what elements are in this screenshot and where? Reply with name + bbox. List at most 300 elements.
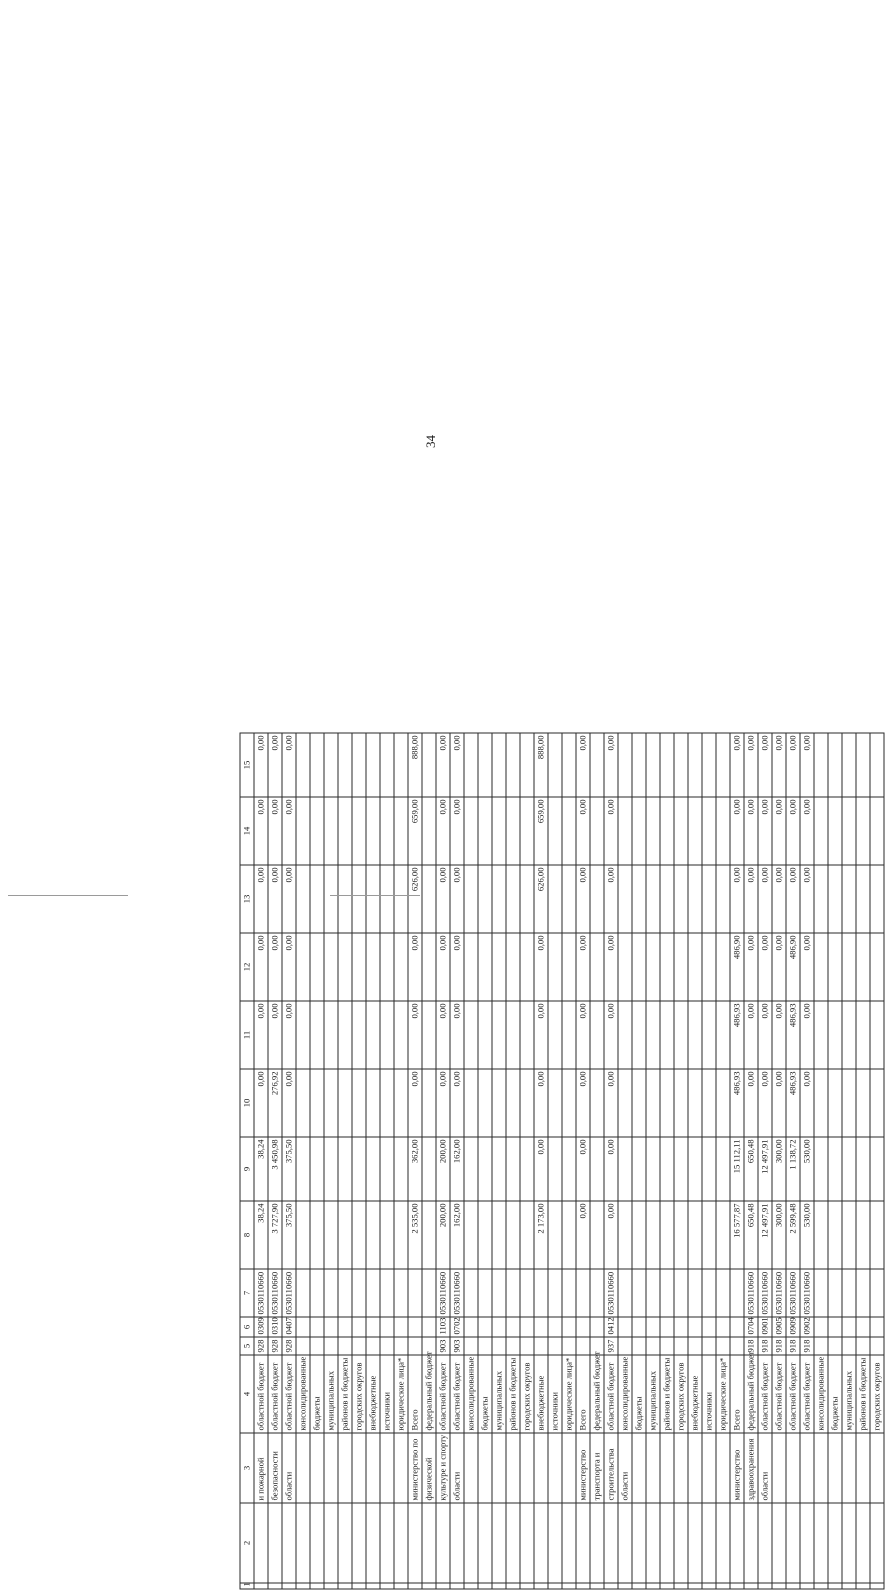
table-cell bbox=[324, 1503, 338, 1583]
table-cell bbox=[534, 1317, 548, 1337]
table-cell bbox=[660, 1069, 674, 1137]
table-cell: 0,00 bbox=[800, 797, 814, 865]
table-cell: 0,00 bbox=[450, 797, 464, 865]
table-cell: 0,00 bbox=[800, 865, 814, 933]
table-row bbox=[758, 733, 772, 1589]
table-row bbox=[814, 733, 828, 1589]
table-cell bbox=[590, 1583, 604, 1589]
table-cell bbox=[380, 1583, 394, 1589]
table-cell bbox=[842, 865, 856, 933]
table-cell bbox=[464, 1001, 478, 1069]
table-row bbox=[408, 733, 422, 1589]
table-cell: здравоохранения bbox=[744, 1433, 758, 1503]
table-cell bbox=[660, 1583, 674, 1589]
table-cell bbox=[800, 1583, 814, 1589]
column-number: 15 bbox=[240, 733, 254, 797]
table-cell: 200,00 bbox=[436, 1201, 450, 1269]
table-cell bbox=[814, 797, 828, 865]
table-cell bbox=[842, 933, 856, 1001]
table-cell: и пожарной bbox=[254, 1433, 268, 1503]
table-row bbox=[688, 733, 702, 1589]
table-cell: 0,00 bbox=[282, 933, 296, 1001]
table-cell bbox=[352, 1001, 366, 1069]
table-cell: 0,00 bbox=[436, 1001, 450, 1069]
table-cell: физической bbox=[422, 1433, 436, 1503]
table-cell bbox=[618, 1001, 632, 1069]
table-cell bbox=[422, 865, 436, 933]
table-cell bbox=[646, 1337, 660, 1355]
table-row bbox=[674, 733, 688, 1589]
table-cell: безопасности bbox=[268, 1433, 282, 1503]
table-cell bbox=[814, 1337, 828, 1355]
table-cell bbox=[310, 1001, 324, 1069]
table-cell bbox=[380, 1201, 394, 1269]
table-cell bbox=[716, 1337, 730, 1355]
table-cell bbox=[674, 865, 688, 933]
table-cell bbox=[366, 1583, 380, 1589]
table-cell: муниципальных bbox=[324, 1355, 338, 1433]
table-row bbox=[632, 733, 646, 1589]
table-cell bbox=[618, 1137, 632, 1201]
table-cell bbox=[674, 1583, 688, 1589]
table-cell: областной бюджет bbox=[758, 1355, 772, 1433]
table-cell: федеральный бюджет bbox=[744, 1355, 758, 1433]
table-cell bbox=[688, 1433, 702, 1503]
table-cell bbox=[660, 933, 674, 1001]
table-cell bbox=[492, 865, 506, 933]
table-cell bbox=[618, 1503, 632, 1583]
table-cell bbox=[520, 733, 534, 797]
table-cell: областной бюджет bbox=[800, 1355, 814, 1433]
table-cell bbox=[646, 1503, 660, 1583]
table-cell bbox=[534, 1583, 548, 1589]
table-cell bbox=[394, 865, 408, 933]
table-cell bbox=[366, 865, 380, 933]
table-cell: 0,00 bbox=[744, 1001, 758, 1069]
table-cell bbox=[534, 1269, 548, 1317]
table-cell: 918 bbox=[786, 1337, 800, 1355]
table-cell bbox=[282, 1583, 296, 1589]
table-cell bbox=[688, 933, 702, 1001]
table-cell bbox=[716, 1201, 730, 1269]
table-cell: 162,00 bbox=[450, 1201, 464, 1269]
table-cell: 0,00 bbox=[744, 797, 758, 865]
table-cell bbox=[492, 1269, 506, 1317]
table-cell: 0,00 bbox=[604, 797, 618, 865]
column-number-row bbox=[240, 733, 254, 1589]
table-cell: 0,00 bbox=[786, 797, 800, 865]
table-cell: 12 497,91 bbox=[758, 1201, 772, 1269]
column-number: 11 bbox=[240, 1001, 254, 1069]
table-cell bbox=[856, 1337, 870, 1355]
column-number: 14 bbox=[240, 797, 254, 865]
table-cell: областной бюджет bbox=[604, 1355, 618, 1433]
table-cell: 0,00 bbox=[254, 1069, 268, 1137]
table-cell bbox=[632, 865, 646, 933]
table-cell bbox=[562, 1137, 576, 1201]
table-cell: 0,00 bbox=[576, 797, 590, 865]
table-cell bbox=[856, 1317, 870, 1337]
table-cell: 0,00 bbox=[758, 933, 772, 1001]
table-cell bbox=[632, 1069, 646, 1137]
table-cell bbox=[828, 933, 842, 1001]
table-cell: источники bbox=[380, 1355, 394, 1433]
table-cell: 0,00 bbox=[744, 865, 758, 933]
table-cell bbox=[702, 865, 716, 933]
table-cell bbox=[562, 1433, 576, 1503]
table-cell bbox=[506, 1337, 520, 1355]
table-cell bbox=[338, 797, 352, 865]
table-cell bbox=[338, 1317, 352, 1337]
table-cell: 0,00 bbox=[408, 933, 422, 1001]
table-cell: министерство по bbox=[408, 1433, 422, 1503]
table-cell: 486,93 bbox=[730, 1001, 744, 1069]
table-row bbox=[842, 733, 856, 1589]
table-cell bbox=[422, 933, 436, 1001]
table-cell: 0,00 bbox=[604, 1001, 618, 1069]
table-row bbox=[730, 733, 744, 1589]
table-cell bbox=[674, 1317, 688, 1337]
table-cell bbox=[674, 1069, 688, 1137]
table-cell bbox=[828, 733, 842, 797]
table-cell: 888,00 bbox=[534, 733, 548, 797]
table-cell bbox=[870, 933, 884, 1001]
table-cell: 0,00 bbox=[772, 933, 786, 1001]
table-row bbox=[828, 733, 842, 1589]
table-cell bbox=[548, 1337, 562, 1355]
table-cell: 0412 bbox=[604, 1317, 618, 1337]
table-row bbox=[450, 733, 464, 1589]
table-cell bbox=[436, 1503, 450, 1583]
table-cell bbox=[688, 733, 702, 797]
table-cell bbox=[548, 865, 562, 933]
table-cell bbox=[688, 1317, 702, 1337]
table-cell bbox=[646, 1583, 660, 1589]
table-cell: городских округов bbox=[520, 1355, 534, 1433]
table-cell bbox=[380, 1069, 394, 1137]
table-cell bbox=[646, 1201, 660, 1269]
table-cell: 0407 bbox=[282, 1317, 296, 1337]
table-cell bbox=[870, 733, 884, 797]
table-cell bbox=[870, 1503, 884, 1583]
table-row bbox=[366, 733, 380, 1589]
table-cell: 0,00 bbox=[268, 733, 282, 797]
table-cell bbox=[464, 1269, 478, 1317]
table-cell: 0,00 bbox=[772, 1001, 786, 1069]
table-cell bbox=[324, 797, 338, 865]
table-cell: 0,00 bbox=[786, 865, 800, 933]
table-cell bbox=[702, 1583, 716, 1589]
table-cell bbox=[632, 1337, 646, 1355]
table-row bbox=[520, 733, 534, 1589]
table-cell bbox=[702, 1433, 716, 1503]
table-cell: 918 bbox=[800, 1337, 814, 1355]
table-cell bbox=[618, 1201, 632, 1269]
table-cell: строительства bbox=[604, 1433, 618, 1503]
table-cell bbox=[464, 1137, 478, 1201]
table-cell bbox=[842, 1137, 856, 1201]
table-cell: районов и бюджеты bbox=[338, 1355, 352, 1433]
table-cell bbox=[576, 1317, 590, 1337]
table-cell bbox=[548, 1503, 562, 1583]
table-cell bbox=[520, 1433, 534, 1503]
table-cell bbox=[674, 1001, 688, 1069]
table-cell bbox=[422, 1201, 436, 1269]
table-cell bbox=[618, 865, 632, 933]
table-cell bbox=[366, 1069, 380, 1137]
table-cell bbox=[394, 797, 408, 865]
table-cell bbox=[590, 797, 604, 865]
table-cell bbox=[590, 1317, 604, 1337]
table-cell bbox=[646, 733, 660, 797]
table-cell bbox=[562, 865, 576, 933]
table-cell bbox=[520, 1317, 534, 1337]
table-cell bbox=[520, 1137, 534, 1201]
table-cell bbox=[688, 1201, 702, 1269]
table-cell: 903 bbox=[450, 1337, 464, 1355]
table-cell bbox=[548, 1433, 562, 1503]
column-number: 13 bbox=[240, 865, 254, 933]
table-cell bbox=[702, 1201, 716, 1269]
table-cell: 0530110660 bbox=[800, 1269, 814, 1317]
table-row bbox=[338, 733, 352, 1589]
table-cell: 0909 bbox=[786, 1317, 800, 1337]
table-cell bbox=[422, 797, 436, 865]
table-row bbox=[716, 733, 730, 1589]
table-row bbox=[394, 733, 408, 1589]
table-cell bbox=[702, 1269, 716, 1317]
column-number: 1 bbox=[240, 1583, 254, 1589]
table-cell: 486,93 bbox=[730, 1069, 744, 1137]
table-cell bbox=[632, 1583, 646, 1589]
table-cell bbox=[464, 1201, 478, 1269]
table-cell: 375,50 bbox=[282, 1201, 296, 1269]
table-cell bbox=[870, 1317, 884, 1337]
table-cell bbox=[408, 1503, 422, 1583]
table-cell bbox=[352, 933, 366, 1001]
table-cell bbox=[870, 797, 884, 865]
table-cell bbox=[506, 1069, 520, 1137]
table-cell bbox=[310, 933, 324, 1001]
table-cell: 0530110660 bbox=[450, 1269, 464, 1317]
table-cell: 0,00 bbox=[436, 797, 450, 865]
column-number: 9 bbox=[240, 1137, 254, 1201]
table-cell bbox=[618, 1269, 632, 1317]
table-cell bbox=[828, 1001, 842, 1069]
table-cell bbox=[310, 1337, 324, 1355]
table-cell: 486,93 bbox=[786, 1001, 800, 1069]
table-cell: министерство bbox=[576, 1433, 590, 1503]
table-cell bbox=[520, 1269, 534, 1317]
column-number: 4 bbox=[240, 1355, 254, 1433]
table-cell bbox=[716, 797, 730, 865]
table-cell: 486,90 bbox=[786, 933, 800, 1001]
table-cell bbox=[478, 1433, 492, 1503]
table-cell: 0,00 bbox=[758, 865, 772, 933]
table-cell bbox=[296, 1503, 310, 1583]
table-cell: 15 112,11 bbox=[730, 1137, 744, 1201]
table-cell: городских округов bbox=[352, 1355, 366, 1433]
table-cell: 0,00 bbox=[744, 1069, 758, 1137]
table-cell bbox=[366, 1337, 380, 1355]
table-cell: 0,00 bbox=[436, 933, 450, 1001]
table-cell: 0,00 bbox=[268, 933, 282, 1001]
table-cell bbox=[478, 797, 492, 865]
table-cell: 0,00 bbox=[254, 797, 268, 865]
table-cell bbox=[842, 1317, 856, 1337]
table-cell bbox=[618, 797, 632, 865]
table-cell bbox=[380, 1317, 394, 1337]
rotated-table-sheet bbox=[240, 735, 882, 1590]
table-cell bbox=[492, 1069, 506, 1137]
table-cell bbox=[772, 1503, 786, 1583]
table-cell: 0530110660 bbox=[744, 1269, 758, 1317]
table-cell: муниципальных bbox=[842, 1355, 856, 1433]
table-cell bbox=[436, 1583, 450, 1589]
table-cell: внебюджетные bbox=[688, 1355, 702, 1433]
table-cell bbox=[506, 1269, 520, 1317]
table-cell bbox=[450, 1583, 464, 1589]
table-cell bbox=[478, 1337, 492, 1355]
table-cell bbox=[478, 1583, 492, 1589]
table-cell bbox=[296, 933, 310, 1001]
table-cell bbox=[478, 733, 492, 797]
table-cell bbox=[506, 1433, 520, 1503]
table-cell bbox=[310, 1433, 324, 1503]
column-number: 7 bbox=[240, 1269, 254, 1317]
table-cell: 0530110660 bbox=[772, 1269, 786, 1317]
table-cell bbox=[604, 1583, 618, 1589]
table-cell bbox=[870, 865, 884, 933]
table-cell: 0530110660 bbox=[604, 1269, 618, 1317]
table-cell: областной бюджет bbox=[772, 1355, 786, 1433]
table-cell: 0,00 bbox=[450, 1069, 464, 1137]
table-cell bbox=[730, 1317, 744, 1337]
table-cell bbox=[632, 1433, 646, 1503]
table-cell bbox=[534, 1433, 548, 1503]
table-cell bbox=[828, 1337, 842, 1355]
table-cell: 0,00 bbox=[576, 1201, 590, 1269]
table-cell bbox=[828, 1069, 842, 1137]
table-cell bbox=[562, 1269, 576, 1317]
table-cell: 0,00 bbox=[730, 733, 744, 797]
table-cell bbox=[338, 1269, 352, 1317]
table-cell bbox=[828, 1137, 842, 1201]
table-cell bbox=[842, 1069, 856, 1137]
table-cell bbox=[716, 1001, 730, 1069]
table-cell: 0,00 bbox=[254, 933, 268, 1001]
table-cell bbox=[478, 1069, 492, 1137]
table-cell bbox=[366, 1137, 380, 1201]
table-cell: 0,00 bbox=[450, 933, 464, 1001]
table-cell bbox=[464, 797, 478, 865]
table-cell bbox=[660, 1503, 674, 1583]
table-cell bbox=[422, 1317, 436, 1337]
table-cell bbox=[394, 733, 408, 797]
scan-mark bbox=[8, 895, 128, 896]
table-cell bbox=[324, 1269, 338, 1317]
table-cell bbox=[562, 1503, 576, 1583]
table-cell bbox=[548, 1317, 562, 1337]
table-cell: 0,00 bbox=[576, 865, 590, 933]
table-cell bbox=[408, 1583, 422, 1589]
table-cell: 0,00 bbox=[268, 865, 282, 933]
table-cell bbox=[464, 733, 478, 797]
table-cell bbox=[296, 1269, 310, 1317]
table-cell: 0309 bbox=[254, 1317, 268, 1337]
table-cell bbox=[562, 1069, 576, 1137]
table-cell bbox=[856, 1201, 870, 1269]
table-cell bbox=[716, 1269, 730, 1317]
table-cell: 0,00 bbox=[576, 733, 590, 797]
table-cell bbox=[548, 797, 562, 865]
table-cell: 0,00 bbox=[254, 733, 268, 797]
table-cell bbox=[296, 797, 310, 865]
table-cell bbox=[828, 1433, 842, 1503]
table-cell bbox=[366, 1001, 380, 1069]
table-cell bbox=[856, 1269, 870, 1317]
table-cell: 486,90 bbox=[730, 933, 744, 1001]
budget-table bbox=[240, 733, 885, 1590]
table-cell: консолидированные bbox=[464, 1355, 478, 1433]
table-cell bbox=[562, 1337, 576, 1355]
table-cell bbox=[324, 733, 338, 797]
table-cell bbox=[478, 1001, 492, 1069]
table-cell: 486,93 bbox=[786, 1069, 800, 1137]
table-cell: 0,00 bbox=[604, 933, 618, 1001]
table-cell: 0,00 bbox=[254, 865, 268, 933]
table-cell bbox=[702, 1137, 716, 1201]
table-cell: культуре и спорту bbox=[436, 1433, 450, 1503]
table-cell: 2 535,00 bbox=[408, 1201, 422, 1269]
table-cell bbox=[674, 1433, 688, 1503]
table-row bbox=[352, 733, 366, 1589]
table-cell: 937 bbox=[604, 1337, 618, 1355]
table-cell: 0901 bbox=[758, 1317, 772, 1337]
table-cell bbox=[814, 1201, 828, 1269]
table-cell bbox=[688, 797, 702, 865]
table-cell bbox=[366, 1433, 380, 1503]
table-cell: 650,48 bbox=[744, 1201, 758, 1269]
table-cell bbox=[814, 1317, 828, 1337]
table-cell: 650,48 bbox=[744, 1137, 758, 1201]
table-cell: 362,00 bbox=[408, 1137, 422, 1201]
table-cell bbox=[352, 1069, 366, 1137]
table-cell bbox=[618, 1337, 632, 1355]
table-cell bbox=[520, 865, 534, 933]
table-cell bbox=[464, 865, 478, 933]
table-cell bbox=[814, 1001, 828, 1069]
table-cell bbox=[660, 1337, 674, 1355]
table-cell bbox=[716, 933, 730, 1001]
table-cell: 0,00 bbox=[282, 797, 296, 865]
table-row bbox=[380, 733, 394, 1589]
table-cell: 0,00 bbox=[576, 1001, 590, 1069]
table-cell bbox=[814, 1069, 828, 1137]
table-cell bbox=[296, 1317, 310, 1337]
table-cell bbox=[492, 1583, 506, 1589]
table-cell: 0902 bbox=[800, 1317, 814, 1337]
table-cell bbox=[296, 1201, 310, 1269]
table-cell: областной бюджет bbox=[436, 1355, 450, 1433]
table-cell: 0,00 bbox=[436, 1069, 450, 1137]
table-cell bbox=[814, 865, 828, 933]
table-cell bbox=[856, 865, 870, 933]
table-cell bbox=[394, 1201, 408, 1269]
table-row bbox=[464, 733, 478, 1589]
table-row bbox=[310, 733, 324, 1589]
table-cell: городских округов bbox=[870, 1355, 884, 1433]
